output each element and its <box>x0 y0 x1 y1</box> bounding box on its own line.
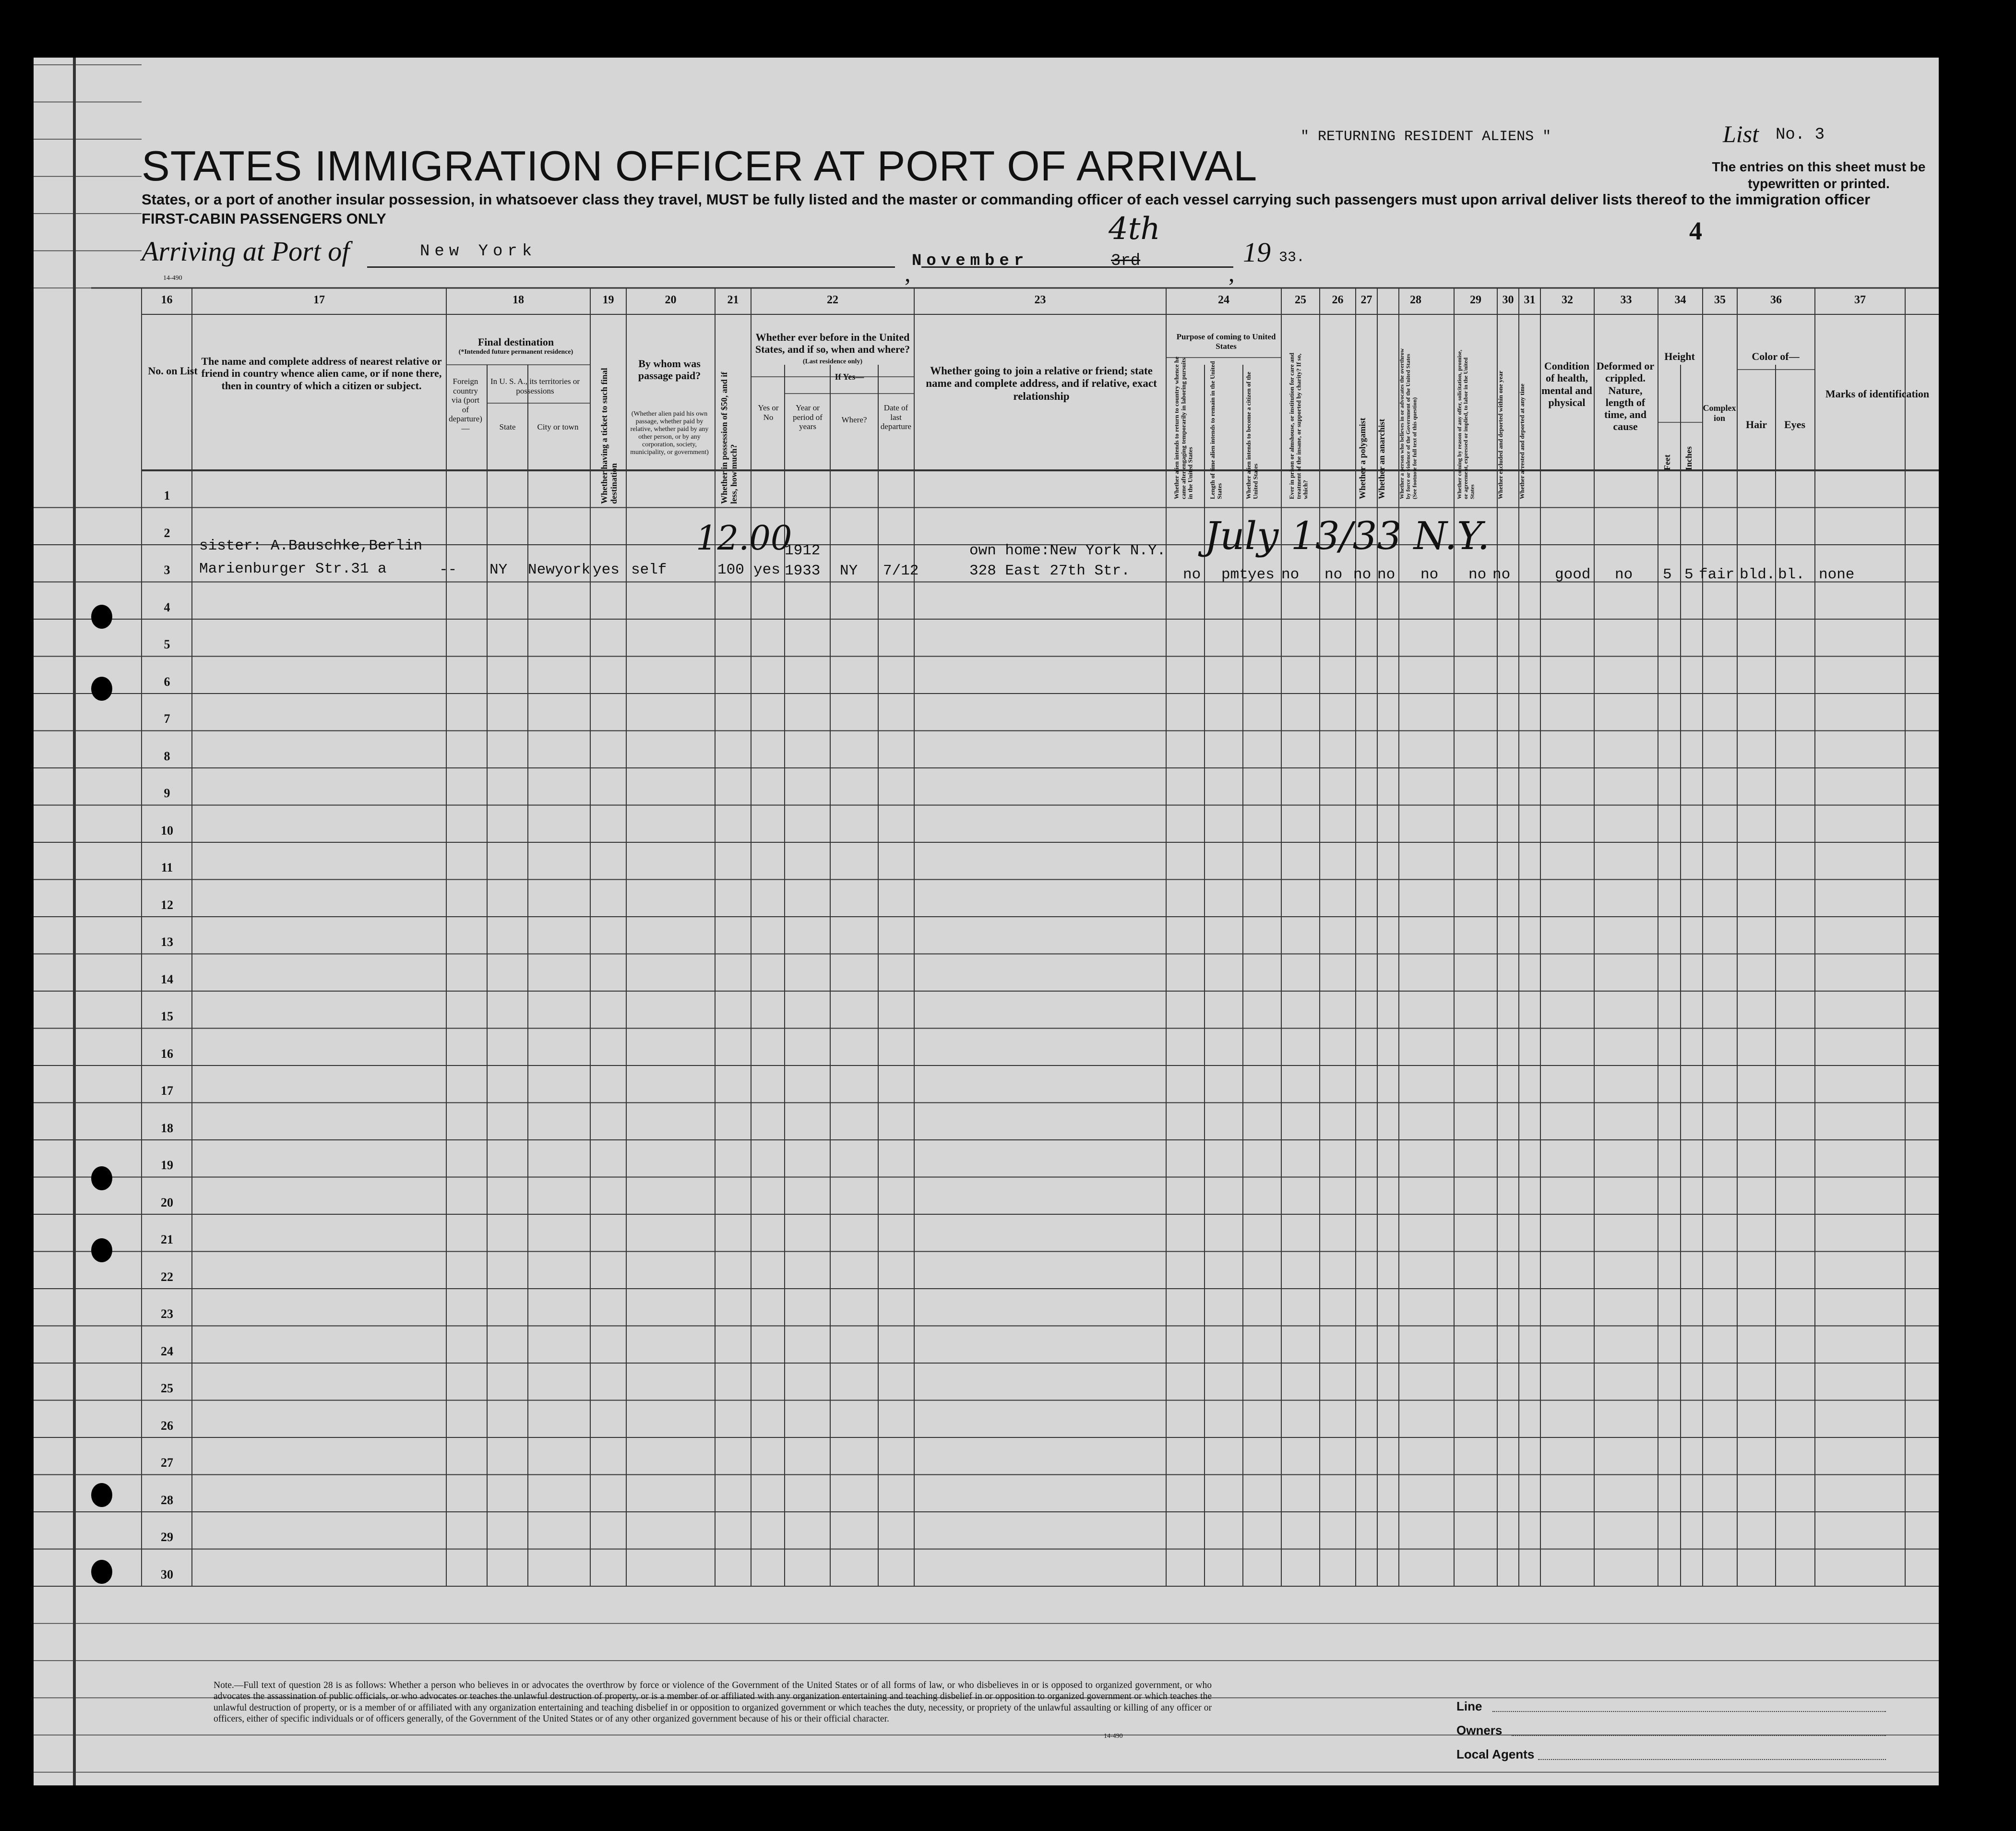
first-cabin-label: FIRST-CABIN PASSENGERS ONLY <box>142 210 386 227</box>
page-title: STATES IMMIGRATION OFFICER AT PORT OF ARRIVAL <box>142 142 1258 190</box>
column-number-36: 36 <box>1770 294 1782 306</box>
header-overthrow: Whether a person who believes in or advocates the overthrow by force or violence of the Government of the United States (See footnote for full text of this question) <box>1398 348 1418 499</box>
header-citizen-intent: Whether alien intends to become a citizen of the United States <box>1245 371 1259 499</box>
column-number-20: 20 <box>665 294 677 306</box>
departure-value: 7/12 <box>883 562 919 579</box>
row-number-16: 16 <box>161 1046 173 1061</box>
row-number-20: 20 <box>161 1195 173 1209</box>
row-number-21: 21 <box>161 1233 173 1246</box>
money-typed-value: 100 <box>717 562 744 578</box>
header-complexion: Complexion <box>1703 403 1736 423</box>
overthrow-value: no <box>1377 566 1396 583</box>
comma-mark-2: , <box>1229 260 1235 287</box>
column-number-23: 23 <box>1034 294 1046 306</box>
foreign-country-value: -- <box>439 562 457 578</box>
arriving-label: Arriving at Port of <box>142 236 350 267</box>
return-value: no <box>1183 566 1201 583</box>
anarchist-value: no <box>1353 566 1372 583</box>
header-before-in-us: Whether ever before in the United States, and if so, when and where? <box>755 331 910 356</box>
row-number-27: 27 <box>161 1456 173 1470</box>
header-polygamist: Whether a polygamist <box>1358 418 1367 499</box>
column-number-37: 37 <box>1854 294 1866 306</box>
row-number-24: 24 <box>161 1344 173 1358</box>
line-label: Line <box>1456 1699 1482 1713</box>
corner-mark: 4 <box>1689 216 1702 245</box>
deformed-value: no <box>1615 566 1633 583</box>
row-number-3: 3 <box>164 563 170 577</box>
arrival-port: New York <box>420 242 537 261</box>
column-number-19: 19 <box>602 294 614 306</box>
row-number-9: 9 <box>164 786 170 800</box>
header-purpose: Purpose of coming to United States <box>1176 332 1276 351</box>
header-hair: Hair <box>1746 419 1767 431</box>
row-number-12: 12 <box>161 898 173 912</box>
list-label: List <box>1723 120 1759 147</box>
binder-hole <box>91 1483 112 1507</box>
binder-hole <box>91 1166 112 1190</box>
header-labor-offer: Whether coming by reason of any offer, solicitation, promise, or agreement, expressed or implied, to labor in the United States <box>1456 349 1476 499</box>
arrival-month: November <box>912 252 1029 270</box>
column-number-31: 31 <box>1524 294 1536 306</box>
relative-line-2: Marienburger Str.31 a <box>199 561 387 577</box>
row-number-14: 14 <box>161 972 173 986</box>
hair-value: bld. <box>1740 566 1776 583</box>
header-going-to-join: Whether going to join a relative or friend; state name and complete address, and if relative, exact relationship <box>926 365 1157 402</box>
binder-hole <box>91 1238 112 1262</box>
header-deformed: Deformed or crippled. Nature, length of time, and cause <box>1596 360 1655 433</box>
header-final-destination: Final destination <box>477 336 554 348</box>
row-number-11: 11 <box>161 861 173 874</box>
row-number-18: 18 <box>161 1121 173 1135</box>
column-number-35: 35 <box>1714 294 1726 306</box>
year-prefix: 19 <box>1243 237 1271 268</box>
row-number-28: 28 <box>161 1493 173 1507</box>
prison-value: no <box>1281 566 1300 583</box>
money-handwritten: 12.00 <box>696 518 792 558</box>
column-number-26: 26 <box>1332 294 1344 306</box>
form-number-top: 14-490 <box>163 275 182 282</box>
join-line-2: 328 East 27th Str. <box>969 562 1130 579</box>
row-number-7: 7 <box>164 712 170 726</box>
arrival-day-handwritten: 4th <box>1109 211 1160 247</box>
arrival-day-struck: 3rd <box>1111 252 1141 270</box>
row-number-15: 15 <box>161 1009 173 1023</box>
question-28-note: Note.—Full text of question 28 is as follows: Whether a person who believes in or advocates the overthrow by force or violence of the Government of the United States or of all forms of law, or who disbelieves in or is opposed to organized government, or who advocates the assassination of public officials, or who advocates or teaches the unlawful destruction of property, or is a member of or affiliated with any organization entertaining and teaching disbelief in or opposition to organized government or which teaches the unlawful destruction of property, or is a member of or affiliated with any organization entertaining and teaching disbelief in or opposition to organized government or which teaches the duty, necessity, or propriety of the unlawful assaulting or killing of any officer or officers, either of specific individuals or of officers generally, of the Government of the United States or of any other organized government because of his or their official character. <box>214 1680 1212 1724</box>
row-number-1: 1 <box>164 489 170 503</box>
years-line-1: 1912 <box>785 542 821 559</box>
row-number-23: 23 <box>161 1307 173 1321</box>
health-value: good <box>1555 566 1591 583</box>
citizen-value: yes <box>1248 566 1275 583</box>
marks-value: none <box>1819 566 1855 583</box>
returning-resident-label: " RETURNING RESIDENT ALIENS " <box>1300 129 1551 145</box>
paid-by-value: self <box>631 562 667 578</box>
binder-hole <box>91 1560 112 1584</box>
header-if-yes: If Yes— <box>835 372 864 382</box>
row-number-19: 19 <box>161 1158 173 1172</box>
column-number-21: 21 <box>727 294 739 306</box>
column-number-33: 33 <box>1620 294 1632 306</box>
header-state: State <box>499 422 516 431</box>
city-value: Newyork <box>528 562 591 578</box>
excluded-value: no <box>1468 566 1487 583</box>
binder-hole <box>91 677 112 701</box>
row-number-29: 29 <box>161 1530 173 1544</box>
header-final-destination-note: (*Intended future permanent residence) <box>458 348 573 356</box>
list-number: No. 3 <box>1776 126 1825 144</box>
column-number-28: 28 <box>1410 294 1421 306</box>
header-in-usa: In U. S. A., its territories or possessions <box>490 377 580 395</box>
row-number-4: 4 <box>164 600 170 614</box>
header-length-of-stay: Length of time alien intends to remain in the United States <box>1209 361 1223 499</box>
length-value: pmt <box>1221 566 1248 583</box>
column-number-34: 34 <box>1674 294 1686 306</box>
relative-line-1: sister: A.Bauschke,Berlin <box>199 538 423 554</box>
header-inches: Inches <box>1684 446 1694 470</box>
entries-note: The entries on this sheet must be typewritten or printed. <box>1712 159 1926 191</box>
row-number-22: 22 <box>161 1269 173 1284</box>
header-health: Condition of health, mental and physical <box>1541 360 1592 408</box>
form-number-bottom: 14-490 <box>1104 1733 1123 1740</box>
complexion-value: fair <box>1699 566 1735 583</box>
header-excluded: Whether excluded and deported within one year <box>1497 371 1504 499</box>
owners-label: Owners <box>1456 1723 1503 1737</box>
header-before-note: (Last residence only) <box>802 358 863 365</box>
header-fifty-dollars: Whether in possession of $50, and if less, how much? <box>719 371 739 504</box>
row-number-10: 10 <box>161 823 173 838</box>
local-agents-label: Local Agents <box>1456 1747 1535 1761</box>
line-field <box>1492 1711 1886 1712</box>
row-number-30: 30 <box>161 1567 173 1581</box>
column-number-30: 30 <box>1502 294 1514 306</box>
header-yes-no: Yes or No <box>758 403 779 422</box>
row-number-25: 25 <box>161 1381 173 1395</box>
column-number-29: 29 <box>1470 294 1481 306</box>
eyes-value: bl. <box>1778 566 1805 583</box>
row-number-17: 17 <box>161 1084 173 1098</box>
state-value: NY <box>489 562 508 578</box>
column-number-22: 22 <box>827 294 838 306</box>
agents-field <box>1538 1759 1886 1760</box>
header-height: Height <box>1664 350 1695 362</box>
owners-field <box>1512 1735 1886 1736</box>
row-number-6: 6 <box>164 674 170 689</box>
column-number-27: 27 <box>1360 294 1372 306</box>
header-nearest-relative: The name and complete address of nearest relative or friend in country whence alien came, or if none there, then in country of which a citizen or subject. <box>201 355 442 392</box>
header-return-intent: Whether alien intends to return to country whence he came after engaging temporarily in laboring pursuits in the United States <box>1173 356 1194 499</box>
ticket-value: yes <box>593 562 620 578</box>
header-no-on-list: No. on List <box>148 365 198 377</box>
column-number-25: 25 <box>1295 294 1306 306</box>
year-suffix: 33. <box>1279 250 1305 266</box>
column-number-32: 32 <box>1562 294 1573 306</box>
years-line-2: 1933 <box>785 562 821 579</box>
header-anarchist: Whether an anarchist <box>1377 419 1386 499</box>
header-last-departure: Date of last departure <box>880 403 912 431</box>
column-number-18: 18 <box>513 294 524 306</box>
manifest-sheet <box>34 58 1939 1785</box>
header-passage-paid: By whom was passage paid? <box>638 358 701 382</box>
binder-hole <box>91 605 112 629</box>
row-number-8: 8 <box>164 749 170 763</box>
where-value: NY <box>840 562 858 579</box>
header-foreign-country: Foreign country via (port of departure)— <box>449 377 482 433</box>
header-eyes: Eyes <box>1784 419 1805 431</box>
deported-value: no <box>1492 566 1511 583</box>
row-number-2: 2 <box>164 526 170 540</box>
header-years: Year or period of years <box>793 403 823 431</box>
row-number-13: 13 <box>161 935 173 949</box>
row-number-26: 26 <box>161 1418 173 1433</box>
join-line-1: own home:New York N.Y. <box>969 542 1166 559</box>
subtitle: States, or a port of another insular possession, in whatsoever class they travel, MUST be fully listed and the master or commanding officer of each vessel carrying such passengers must upon arrival deliver lists thereof to the immigration officer <box>142 191 1871 208</box>
header-color: Color of— <box>1752 350 1800 362</box>
feet-value: 5 <box>1663 566 1672 583</box>
header-where: Where? <box>841 415 867 424</box>
labor-value: no <box>1420 566 1439 583</box>
table-grid <box>34 58 1939 1785</box>
header-passage-note: (Whether alien paid his own passage, whether paid by relative, whether paid by any other person, or by any corporation, society, municipality, or government) <box>630 410 709 456</box>
column-number-16: 16 <box>161 294 173 306</box>
comma-mark: , <box>905 260 911 287</box>
column-number-24: 24 <box>1218 294 1229 306</box>
handwritten-annotation: July 13/33 N.Y. <box>1205 514 1490 558</box>
row-number-5: 5 <box>164 637 170 651</box>
header-deported: Whether arrested and deported at any time <box>1518 383 1526 499</box>
header-feet: Feet <box>1662 455 1672 470</box>
header-prison: Ever in prison or almshouse, or institution for care and treatment of the insane, or supported by charity? If so, which? <box>1288 352 1309 499</box>
header-ticket: Whether having a ticket to such final destination <box>599 368 619 504</box>
polygamist-value: no <box>1324 566 1343 583</box>
inches-value: 5 <box>1684 566 1694 583</box>
before-value: yes <box>753 562 780 578</box>
column-number-17: 17 <box>313 294 325 306</box>
header-city: City or town <box>537 422 579 431</box>
header-identification: Marks of identification <box>1825 388 1930 400</box>
